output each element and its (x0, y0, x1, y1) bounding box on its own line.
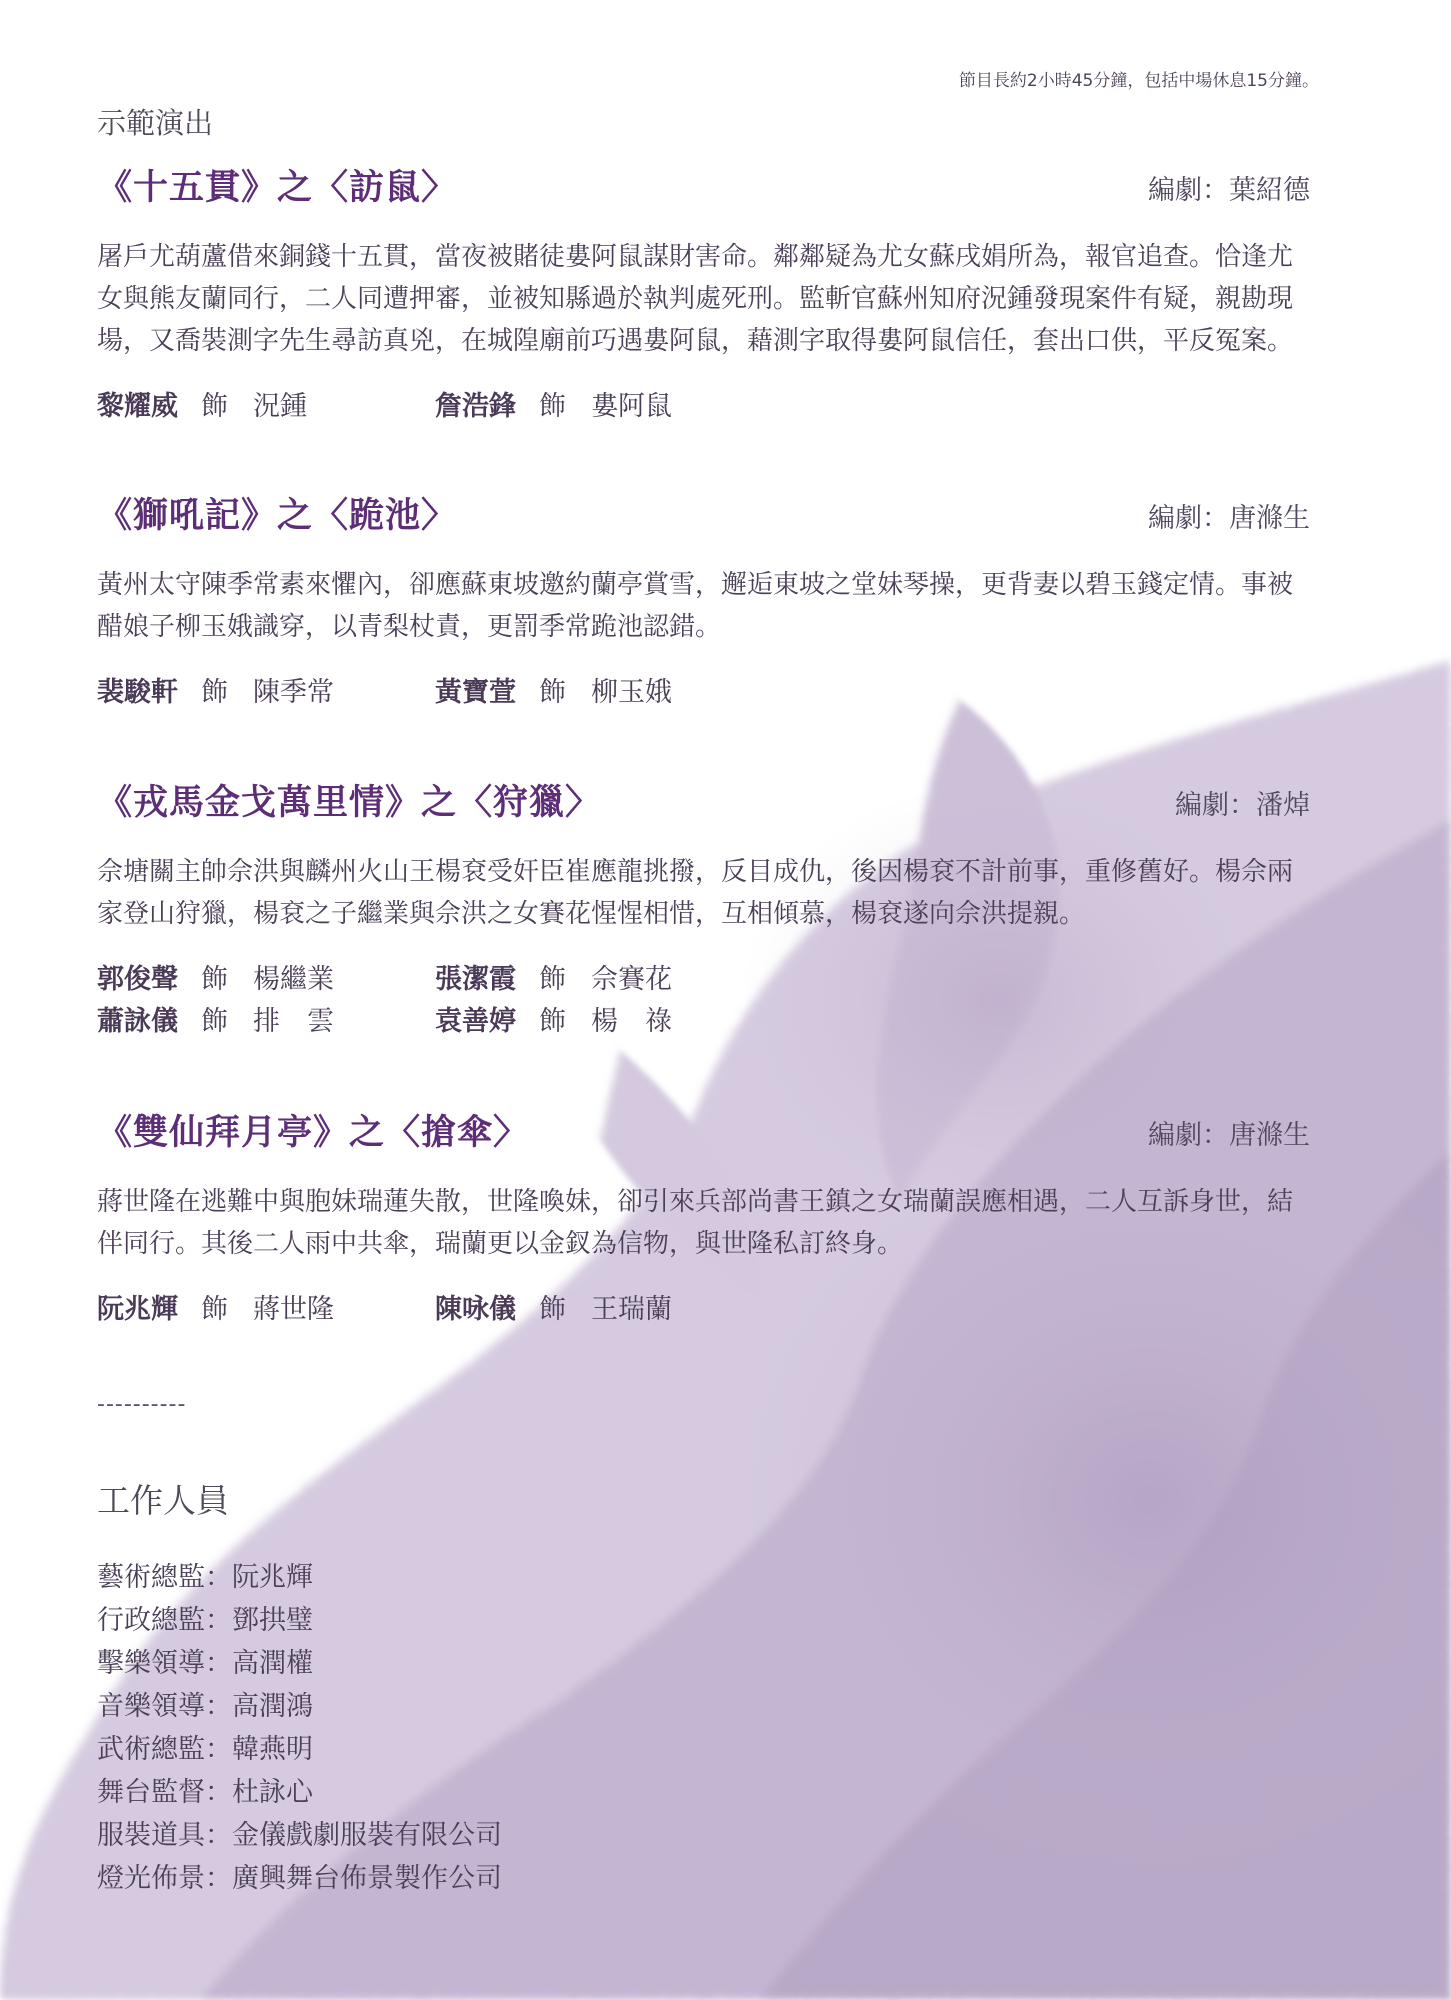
staff-item: 音樂領導：高潤鴻 (97, 1691, 313, 1722)
role-name: 排 雲 (253, 1006, 334, 1037)
as-label: 飾 (201, 1294, 228, 1325)
piece-title: 《雙仙拜月亭》之〈搶傘〉 (97, 1113, 530, 1153)
as-label: 飾 (201, 677, 228, 708)
actor-name: 陳咏儀 (435, 1294, 516, 1325)
piece-title: 《十五貫》之〈訪鼠〉 (97, 168, 458, 208)
actor-name: 張潔霞 (435, 964, 516, 995)
cast-entry (97, 999, 334, 1038)
piece-4 (97, 1105, 1310, 1329)
staff-list (97, 1556, 502, 1900)
staff-item: 武術總監：韓燕明 (97, 1734, 313, 1765)
cast-entry (435, 384, 672, 423)
cast-row (97, 384, 1310, 426)
section-label: 示範演出 (97, 106, 214, 140)
cast-list (97, 957, 1310, 1041)
cast-row (97, 670, 1310, 712)
piece-synopsis: 屠戶尤葫蘆借來銅錢十五貫，當夜被賭徒婁阿鼠謀財害命。鄰鄰疑為尤女蘇戌娟所為，報官追查。恰逢尤女與熊友蘭同行，二人同遭押審，並被知縣過於執判處死刑。監斬官蘇州知府況鍾發現案件有疑，親勘現場，又喬裝測字先生尋訪真兇，在城隍廟前巧遇婁阿鼠，藉測字取得婁阿鼠信任，套出口供，平反冤案。 (97, 242, 1294, 356)
playwright-credit: 編劇：潘焯 (1175, 790, 1310, 821)
actor-name: 黎耀威 (97, 391, 178, 422)
cast-list (97, 670, 1310, 712)
cast-entry (435, 1287, 672, 1326)
cast-list (97, 1287, 1310, 1329)
cast-list (97, 384, 1310, 426)
role-name: 婁阿鼠 (591, 391, 672, 422)
role-name: 楊繼業 (253, 964, 334, 995)
duration-note: 節目長約2小時45分鐘，包括中場休息15分鐘。 (958, 71, 1319, 91)
role-name: 王瑞蘭 (591, 1294, 672, 1325)
staff-heading: 工作人員 (97, 1481, 229, 1520)
as-label: 飾 (201, 1006, 228, 1037)
cast-entry (435, 957, 672, 996)
cast-row (97, 1287, 1310, 1329)
as-label: 飾 (201, 391, 228, 422)
cast-entry (97, 670, 334, 709)
cast-entry (435, 670, 672, 709)
actor-name: 黃寶萱 (435, 677, 516, 708)
cast-entry (97, 384, 307, 423)
as-label: 飾 (539, 391, 566, 422)
cast-row (97, 957, 1310, 999)
actor-name: 阮兆輝 (97, 1294, 178, 1325)
staff-item: 行政總監：鄧拱璧 (97, 1605, 313, 1636)
staff-item: 藝術總監：阮兆輝 (97, 1562, 313, 1593)
piece-synopsis: 佘塘關主帥佘洪與麟州火山王楊袞受奸臣崔應龍挑撥，反目成仇，後因楊袞不計前事，重修舊好。楊佘兩家登山狩獵，楊袞之子繼業與佘洪之女賽花惺惺相惜，互相傾慕，楊袞遂向佘洪提親。 (97, 857, 1294, 929)
piece-1 (97, 160, 1310, 426)
piece-2 (97, 488, 1310, 712)
role-name: 況鍾 (253, 391, 307, 422)
cast-entry (97, 1287, 334, 1326)
actor-name: 郭俊聲 (97, 964, 178, 995)
role-name: 蔣世隆 (253, 1294, 334, 1325)
cast-row (97, 999, 1310, 1041)
piece-title: 《戎馬金戈萬里情》之〈狩獵〉 (97, 783, 602, 823)
piece-3 (97, 775, 1310, 1041)
playwright-credit: 編劇：唐滌生 (1148, 503, 1310, 534)
piece-title: 《獅吼記》之〈跪池〉 (97, 496, 458, 536)
staff-item: 燈光佈景：廣興舞台佈景製作公司 (97, 1863, 502, 1894)
piece-synopsis: 黃州太守陳季常素來懼內，卻應蘇東坡邀約蘭亭賞雪，邂逅東坡之堂妹琴操，更背妻以碧玉錢定情。事被醋娘子柳玉娥識穿，以青梨杖責，更罰季常跪池認錯。 (97, 570, 1294, 642)
divider-dashes: ---------- (97, 1392, 187, 1417)
actor-name: 詹浩鋒 (435, 391, 516, 422)
as-label: 飾 (539, 1294, 566, 1325)
role-name: 陳季常 (253, 677, 334, 708)
cast-entry (97, 957, 334, 996)
as-label: 飾 (539, 1006, 566, 1037)
as-label: 飾 (539, 677, 566, 708)
actor-name: 蕭詠儀 (97, 1006, 178, 1037)
role-name: 柳玉娥 (591, 677, 672, 708)
as-label: 飾 (201, 964, 228, 995)
playwright-credit: 編劇：唐滌生 (1148, 1120, 1310, 1151)
actor-name: 裴駿軒 (97, 677, 178, 708)
staff-item: 服裝道具：金儀戲劇服裝有限公司 (97, 1820, 502, 1851)
piece-synopsis: 蔣世隆在逃難中與胞妹瑞蓮失散，世隆喚妹，卻引來兵部尚書王鎮之女瑞蘭誤應相遇，二人互訴身世，結伴同行。其後二人雨中共傘，瑞蘭更以金釵為信物，與世隆私訂終身。 (97, 1187, 1294, 1259)
playwright-credit: 編劇：葉紹德 (1148, 175, 1310, 206)
as-label: 飾 (539, 964, 566, 995)
staff-item: 舞台監督：杜詠心 (97, 1777, 313, 1808)
role-name: 佘賽花 (591, 964, 672, 995)
staff-item: 擊樂領導：高潤權 (97, 1648, 313, 1679)
role-name: 楊 祿 (591, 1006, 672, 1037)
cast-entry (435, 999, 672, 1038)
actor-name: 袁善婷 (435, 1006, 516, 1037)
